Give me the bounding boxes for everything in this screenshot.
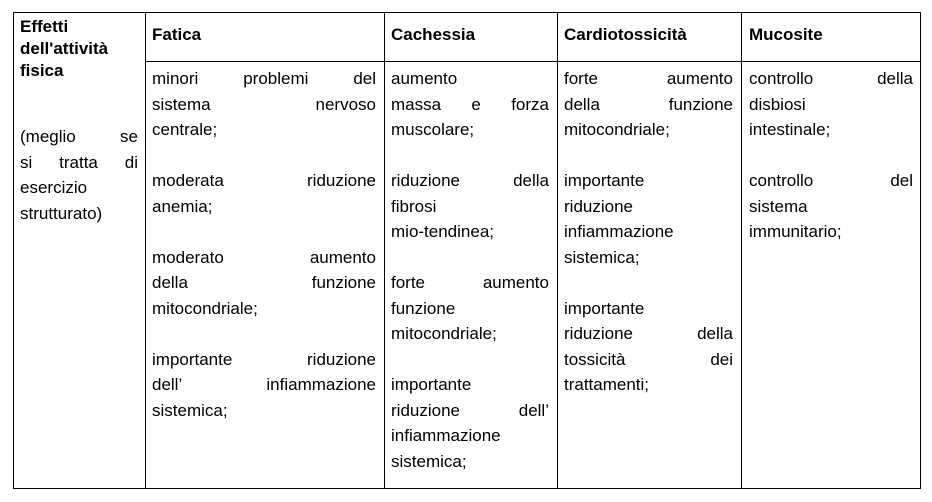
effect-word: muscolare; [391, 120, 475, 139]
effect-word: aumento [482, 273, 549, 292]
effect-line [152, 270, 376, 296]
effect-word: mitocondriale; [152, 298, 258, 318]
effect-word: forte [391, 273, 426, 292]
effect-line [564, 219, 733, 245]
column-cardiotossicita [564, 66, 733, 398]
effect-line [152, 372, 376, 398]
note-line [20, 175, 138, 201]
effect-line [749, 92, 913, 118]
effect-line [749, 219, 913, 245]
effect-word: problemi [243, 69, 309, 88]
effect-line [391, 168, 549, 194]
effect-word: della [513, 171, 549, 190]
effect-word: riduzione [391, 400, 460, 420]
effect-word: riduzione [564, 196, 633, 216]
effect-word: sistema [749, 196, 808, 216]
effect-line [749, 66, 913, 92]
effect-word: centrale; [152, 120, 218, 139]
effect-word: mitocondriale; [564, 120, 670, 139]
effect-paragraph [391, 372, 549, 474]
effect-line [564, 296, 733, 322]
column-fatica [152, 66, 376, 423]
effect-word: sistemica; [391, 451, 467, 471]
effect-word: sistema [152, 94, 211, 114]
effect-word: funzione [668, 94, 733, 114]
row-header-title-line: fisica [20, 61, 64, 80]
effect-line [152, 347, 376, 373]
effect-word: forte [564, 69, 599, 88]
effect-word: della [697, 324, 733, 343]
effect-word: intestinale; [749, 120, 831, 139]
effect-word: riduzione [564, 324, 633, 343]
effect-word: sistemica; [152, 400, 228, 420]
effect-line [564, 194, 733, 220]
effect-paragraph [749, 66, 913, 143]
effect-line [391, 194, 549, 220]
note-line [20, 150, 138, 176]
effect-word: importante [564, 171, 645, 190]
effect-line [391, 423, 549, 449]
effect-word: del [353, 69, 376, 88]
effect-word: fibrosi [391, 196, 437, 216]
effect-paragraph [391, 66, 549, 143]
effect-line [391, 372, 549, 398]
note-word: (meglio [20, 127, 76, 146]
effect-word: massa [391, 94, 442, 114]
effect-word: della [877, 69, 913, 88]
effect-word: dei [710, 349, 733, 369]
effect-word: anemia; [152, 196, 213, 216]
effect-line [564, 92, 733, 118]
table-border-bottom [13, 488, 920, 489]
effect-line [391, 296, 549, 322]
note-word: tratta [59, 152, 98, 172]
effect-word: controllo [749, 171, 814, 190]
effect-line [391, 321, 549, 347]
effect-word: aumento [391, 69, 458, 88]
effect-word: importante [391, 375, 472, 394]
effect-word: funzione [391, 298, 456, 318]
effect-line [152, 245, 376, 271]
effect-word: della [564, 94, 600, 114]
effect-paragraph [564, 296, 733, 398]
effect-word: disbiosi [749, 94, 806, 114]
effect-line [391, 117, 549, 143]
row-header-title-line: dell'attività [20, 39, 109, 58]
effect-word: dell’ [152, 375, 183, 394]
note-word: esercizio [20, 178, 88, 197]
effect-line [564, 372, 733, 398]
effect-word: aumento [666, 69, 733, 88]
effect-word: importante [152, 349, 233, 369]
table-border-top [13, 12, 920, 13]
effect-word: riduzione [391, 171, 460, 190]
header-cardiotossicita: Cardiotossicità [564, 25, 687, 44]
table-border-right [920, 12, 921, 489]
effect-word: del [890, 171, 913, 190]
effect-word: nervoso [315, 94, 376, 114]
effect-line [152, 117, 376, 143]
effect-line [564, 117, 733, 143]
column-divider-3 [557, 12, 558, 489]
row-header-title [20, 16, 138, 82]
effect-word: riduzione [307, 349, 376, 369]
note-line [20, 124, 138, 150]
effect-paragraph [152, 347, 376, 424]
header-fatica: Fatica [152, 25, 202, 44]
effect-word: aumento [309, 247, 376, 267]
effect-word: infiammazione [564, 222, 674, 241]
effect-line [391, 449, 549, 475]
effect-word: mitocondriale; [391, 324, 497, 343]
effect-paragraph [391, 168, 549, 245]
effect-line [749, 194, 913, 220]
effect-word: dell’ [518, 400, 549, 420]
effect-line [564, 321, 733, 347]
effect-paragraph [564, 66, 733, 143]
effect-line [749, 168, 913, 194]
row-header-title-line: Effetti [20, 17, 69, 36]
effect-paragraph [152, 245, 376, 322]
column-divider-1 [145, 12, 146, 489]
effect-word: e [471, 94, 481, 114]
effect-word: forza [511, 94, 549, 114]
effect-word: infiammazione [266, 375, 376, 394]
column-mucosite [749, 66, 913, 245]
note-line [20, 201, 138, 227]
effect-line [749, 117, 913, 143]
effect-word: mio-tendinea; [391, 222, 495, 241]
effect-line [564, 347, 733, 373]
column-divider-4 [741, 12, 742, 489]
effect-line [152, 168, 376, 194]
effect-paragraph [152, 168, 376, 219]
header-cachessia: Cachessia [391, 25, 476, 44]
header-mucosite: Mucosite [749, 25, 823, 44]
effect-word: minori [152, 69, 199, 88]
row-header-cell [20, 16, 138, 226]
effect-word: immunitario; [749, 222, 842, 241]
effect-word: moderato [152, 247, 224, 267]
effect-word: controllo [749, 69, 814, 88]
effect-line [391, 270, 549, 296]
effect-paragraph [152, 66, 376, 143]
note-word: strutturato) [20, 203, 103, 223]
column-divider-2 [384, 12, 385, 489]
effect-line [152, 296, 376, 322]
note-word: si [20, 152, 33, 172]
effect-line [391, 66, 549, 92]
effect-paragraph [564, 168, 733, 270]
note-word: di [124, 152, 138, 172]
effect-paragraph [749, 168, 913, 245]
effect-line [152, 66, 376, 92]
effect-line [152, 398, 376, 424]
effect-word: riduzione [307, 171, 376, 190]
column-cachessia [391, 66, 549, 474]
effect-line [391, 92, 549, 118]
effect-word: tossicità [564, 349, 626, 369]
effect-line [152, 92, 376, 118]
effect-word: funzione [311, 273, 376, 292]
row-header-note [20, 124, 138, 226]
effect-line [391, 219, 549, 245]
effect-word: moderata [152, 171, 224, 190]
table-border-left [13, 12, 14, 489]
effect-line [564, 168, 733, 194]
effect-word: importante [564, 298, 645, 318]
effect-line [564, 66, 733, 92]
effect-line [391, 398, 549, 424]
effect-line [564, 245, 733, 271]
effect-word: trattamenti; [564, 375, 650, 394]
effect-word: sistemica; [564, 247, 640, 267]
header-divider [145, 61, 920, 62]
effect-paragraph [391, 270, 549, 347]
effect-word: della [152, 273, 188, 292]
effect-line [152, 194, 376, 220]
effect-word: infiammazione [391, 426, 501, 445]
note-word: se [120, 127, 138, 146]
